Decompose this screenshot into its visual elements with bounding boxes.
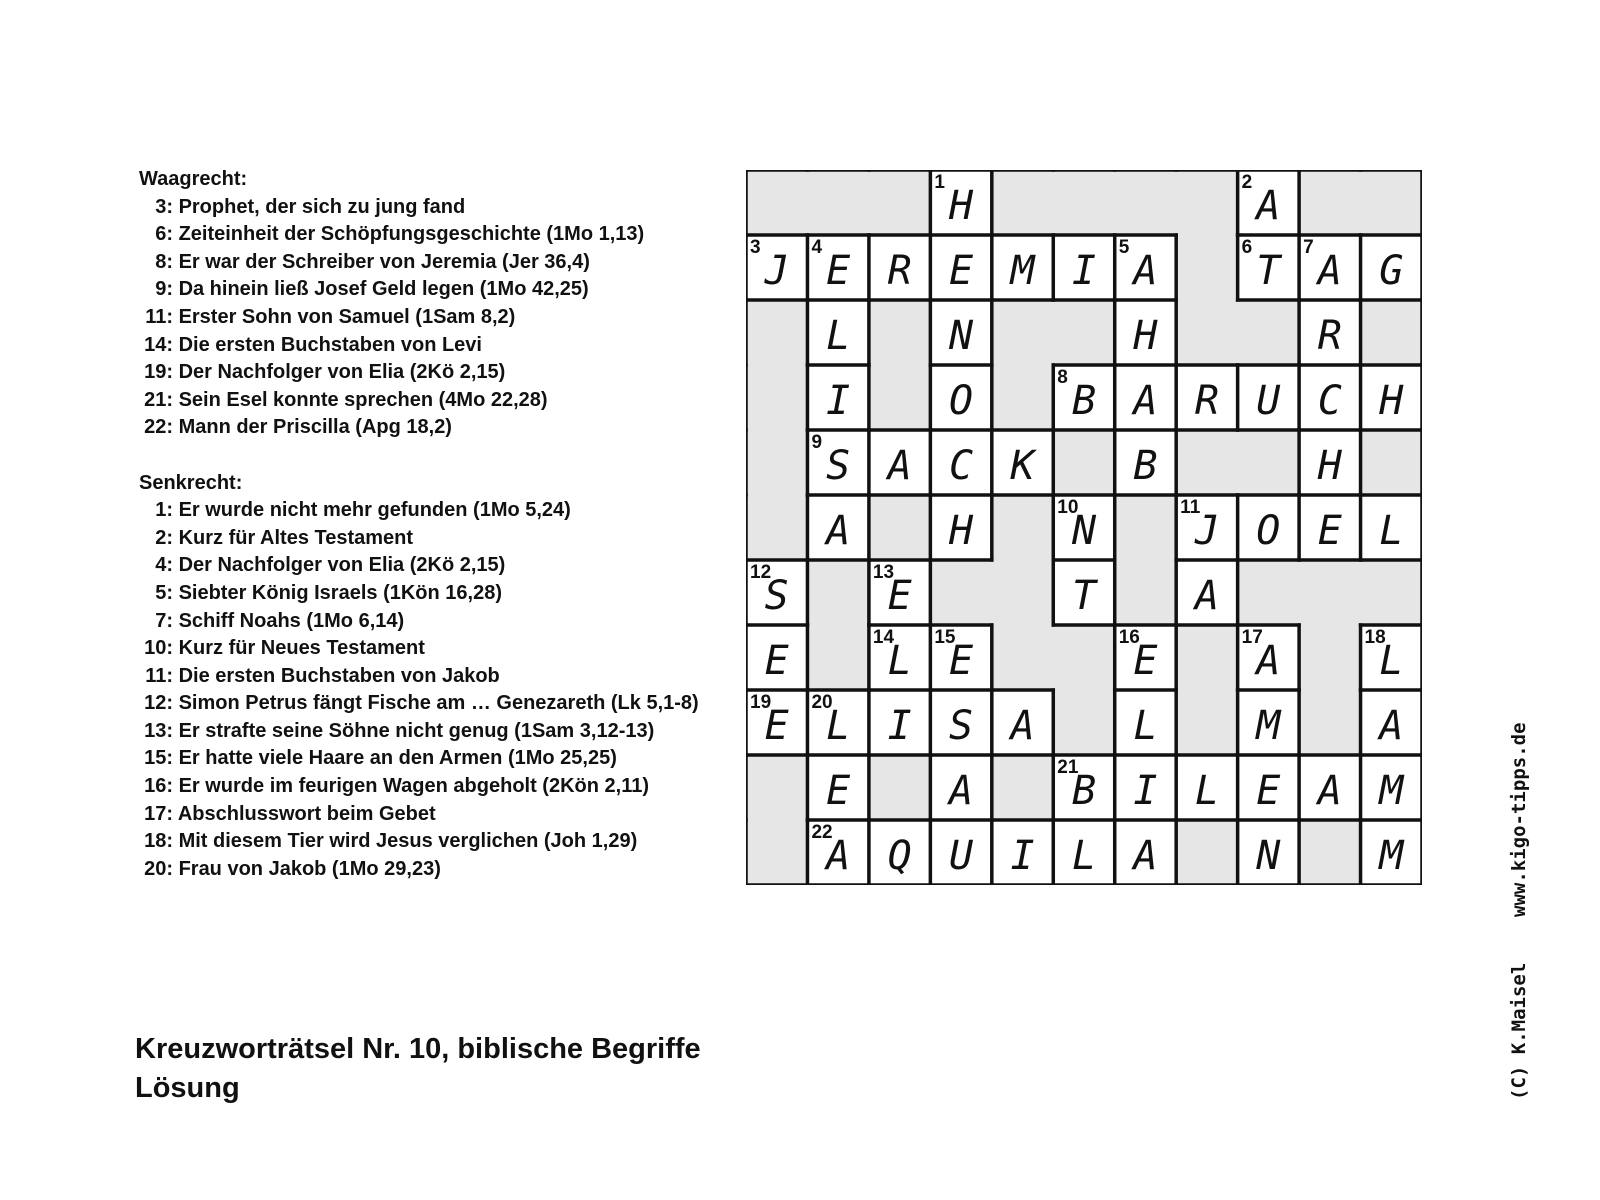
cell-letter: A — [1317, 767, 1342, 814]
cell-letter: N — [1256, 832, 1281, 879]
blank-cell — [746, 430, 807, 495]
blank-cell — [992, 560, 1053, 625]
clue-text: Der Nachfolger von Elia (2Kö 2,15) — [178, 361, 506, 384]
clue-item — [139, 745, 739, 773]
cell-letter: A — [1010, 702, 1035, 749]
clue-text: Da hinein ließ Josef Geld legen (1Mo 42,25) — [178, 278, 589, 301]
letter-cell — [1053, 755, 1114, 820]
clue-item — [139, 387, 739, 415]
cell-letter: N — [949, 312, 974, 359]
blank-cell — [869, 495, 930, 560]
cell-letter: A — [1133, 377, 1158, 424]
cell-letter: U — [949, 832, 974, 879]
clue-text: Frau von Jakob (1Mo 29,23) — [178, 857, 441, 880]
blank-cell — [1299, 690, 1360, 755]
blank-cell — [992, 170, 1053, 235]
cell-letter: A — [1256, 637, 1281, 684]
clue-text: Er wurde im feurigen Wagen abgeholt (2Kön 2,11) — [178, 775, 650, 798]
clue-item — [139, 608, 739, 636]
cell-number: 3 — [750, 237, 761, 258]
puzzle-title: Kreuzworträtsel Nr. 10, biblische Begriffe — [135, 1033, 701, 1065]
cell-letter: E — [887, 572, 912, 619]
clue-number: 19: — [144, 361, 173, 384]
cell-letter: L — [1071, 832, 1097, 879]
letter-cell — [1238, 755, 1299, 820]
letter-cell — [1299, 365, 1360, 430]
side-credit — [1508, 722, 1530, 1100]
puzzle-title-block — [135, 1030, 701, 1108]
blank-cell — [992, 495, 1053, 560]
cell-number: 7 — [1303, 237, 1314, 258]
cell-letter: I — [826, 377, 851, 424]
blank-cell — [1176, 300, 1237, 365]
blank-cell — [807, 560, 868, 625]
cell-letter: E — [949, 637, 974, 684]
letter-cell — [1115, 690, 1176, 755]
letter-cell — [1299, 300, 1360, 365]
puzzle-subtitle: Lösung — [135, 1072, 240, 1104]
cell-letter: H — [949, 182, 974, 229]
cell-letter: M — [1379, 767, 1404, 814]
clue-number: 13: — [144, 719, 173, 742]
cell-letter: C — [949, 442, 974, 489]
cell-letter: C — [1317, 377, 1342, 424]
clue-number: 6: — [155, 223, 173, 246]
letter-cell — [1115, 430, 1176, 495]
letter-cell — [1238, 625, 1299, 690]
letter-cell — [930, 755, 991, 820]
blank-cell — [869, 170, 930, 235]
blank-cell — [1053, 430, 1114, 495]
crossword-cells — [746, 170, 1422, 885]
cell-number: 13 — [872, 562, 895, 583]
cell-letter: Q — [887, 832, 912, 879]
clue-text: Er war der Schreiber von Jeremia (Jer 36,4) — [178, 250, 590, 273]
cell-letter: E — [1317, 507, 1342, 554]
blank-cell — [1176, 690, 1237, 755]
cell-number: 12 — [750, 562, 772, 583]
cell-letter: K — [1010, 442, 1035, 489]
cell-letter: L — [887, 637, 912, 684]
blank-cell — [807, 625, 868, 690]
clue-number: 12: — [144, 692, 173, 715]
cell-letter: M — [1010, 247, 1035, 294]
cell-number: 14 — [872, 627, 895, 648]
blank-cell — [1238, 430, 1299, 495]
blank-cell — [1115, 170, 1176, 235]
cell-number: 21 — [1057, 757, 1079, 778]
cell-letter: L — [1379, 637, 1404, 684]
clue-item — [139, 718, 739, 746]
letter-cell — [1115, 625, 1176, 690]
letter-cell — [807, 235, 868, 300]
clue-number: 16: — [144, 775, 173, 798]
cell-number: 8 — [1057, 367, 1068, 388]
letter-cell — [746, 625, 807, 690]
letter-cell — [869, 625, 930, 690]
clue-item — [139, 276, 739, 304]
letter-cell — [1115, 235, 1176, 300]
letter-cell — [930, 365, 991, 430]
blank-cell — [930, 560, 991, 625]
clue-number: 14: — [144, 333, 173, 356]
cell-letter: E — [826, 247, 851, 294]
blank-cell — [869, 365, 930, 430]
letter-cell — [807, 820, 868, 885]
clue-text: Sein Esel konnte sprechen (4Mo 22,28) — [178, 388, 548, 411]
blank-cell — [1361, 300, 1422, 365]
clue-item — [139, 773, 739, 801]
clue-item — [139, 194, 739, 222]
letter-cell — [1115, 300, 1176, 365]
cell-number: 6 — [1241, 237, 1253, 258]
letter-cell — [807, 365, 868, 430]
letter-cell — [1361, 755, 1422, 820]
letter-cell — [1361, 235, 1422, 300]
clue-item — [139, 552, 739, 580]
clue-number: 3: — [155, 195, 173, 218]
cell-letter: E — [949, 247, 974, 294]
clue-number: 5: — [155, 581, 173, 604]
clue-text: Die ersten Buchstaben von Levi — [178, 333, 482, 356]
letter-cell — [1176, 755, 1237, 820]
cell-letter: H — [1379, 377, 1404, 424]
clue-item — [139, 304, 739, 332]
cell-letter: I — [1071, 247, 1097, 294]
cell-number: 4 — [811, 237, 823, 258]
blank-cell — [746, 300, 807, 365]
cell-letter: L — [1194, 767, 1219, 814]
letter-cell — [1238, 820, 1299, 885]
blank-cell — [1361, 430, 1422, 495]
cell-letter: A — [826, 832, 851, 879]
cell-letter: L — [1133, 702, 1158, 749]
down-heading: Senkrecht: — [139, 471, 243, 494]
letter-cell — [1115, 820, 1176, 885]
clue-item — [139, 663, 739, 691]
clue-item — [139, 497, 739, 525]
clue-text: Mit diesem Tier wird Jesus verglichen (Joh 1,29) — [178, 830, 638, 853]
cell-letter: T — [1071, 572, 1097, 619]
clue-text: Kurz für Altes Testament — [178, 526, 414, 549]
letter-cell — [869, 560, 930, 625]
letter-cell — [992, 235, 1053, 300]
cell-letter: O — [1256, 507, 1281, 554]
cell-letter: E — [1133, 637, 1158, 684]
blank-cell — [746, 755, 807, 820]
clue-item — [139, 359, 739, 387]
letter-cell — [1053, 365, 1114, 430]
clue-number: 7: — [155, 609, 173, 632]
clue-text: Kurz für Neues Testament — [178, 637, 425, 660]
cell-letter: H — [1133, 312, 1158, 359]
cell-letter: E — [1256, 767, 1281, 814]
cell-letter: M — [1256, 702, 1281, 749]
cell-number: 16 — [1118, 627, 1140, 648]
blank-cell — [1299, 625, 1360, 690]
letter-cell — [930, 235, 991, 300]
letter-cell — [807, 755, 868, 820]
cell-letter: E — [826, 767, 851, 814]
blank-cell — [746, 170, 807, 235]
letter-cell — [1238, 495, 1299, 560]
blank-cell — [1299, 170, 1360, 235]
cell-number: 18 — [1364, 627, 1386, 648]
cell-letter: B — [1071, 377, 1097, 424]
blank-cell — [1053, 690, 1114, 755]
letter-cell — [869, 690, 930, 755]
down-clues — [139, 497, 739, 883]
clue-number: 9: — [155, 278, 173, 301]
clue-number: 8: — [155, 250, 173, 273]
blank-cell — [1115, 560, 1176, 625]
clue-number: 2: — [155, 526, 173, 549]
letter-cell — [1299, 235, 1360, 300]
clue-item — [139, 525, 739, 553]
clue-number: 1: — [155, 499, 173, 522]
copyright-text: (C) K.Maisel — [1508, 962, 1530, 1100]
cell-letter: H — [949, 507, 974, 554]
clue-item — [139, 690, 739, 718]
blank-cell — [1115, 495, 1176, 560]
blank-cell — [1361, 560, 1422, 625]
letter-cell — [1176, 560, 1237, 625]
clue-item — [139, 414, 739, 442]
cell-number: 15 — [934, 627, 956, 648]
clue-item — [139, 221, 739, 249]
letter-cell — [1053, 235, 1114, 300]
blank-cell — [1238, 300, 1299, 365]
letter-cell — [1053, 560, 1114, 625]
letter-cell — [746, 235, 807, 300]
letter-cell — [1053, 820, 1114, 885]
letter-cell — [930, 820, 991, 885]
letter-cell — [1361, 365, 1422, 430]
blank-cell — [1053, 625, 1114, 690]
clue-item — [139, 635, 739, 663]
letter-cell — [930, 625, 991, 690]
cell-letter: A — [1133, 832, 1158, 879]
letter-cell — [1361, 690, 1422, 755]
cell-letter: O — [949, 377, 974, 424]
cell-letter: L — [826, 312, 851, 359]
letter-cell — [1115, 755, 1176, 820]
across-clues — [139, 194, 739, 442]
letter-cell — [869, 430, 930, 495]
cell-number: 9 — [811, 432, 823, 453]
cell-number: 5 — [1118, 237, 1130, 258]
blank-cell — [869, 755, 930, 820]
cell-letter: S — [764, 572, 789, 619]
letter-cell — [1176, 365, 1237, 430]
letter-cell — [746, 560, 807, 625]
letter-cell — [1053, 495, 1114, 560]
letter-cell — [1238, 365, 1299, 430]
letter-cell — [992, 820, 1053, 885]
blank-cell — [1053, 170, 1114, 235]
blank-cell — [746, 820, 807, 885]
cell-letter: G — [1379, 247, 1404, 294]
cell-letter: A — [1133, 247, 1158, 294]
cell-letter: H — [1317, 442, 1342, 489]
cell-letter: R — [887, 247, 912, 294]
clue-number: 4: — [155, 554, 173, 577]
cell-number: 19 — [750, 692, 772, 713]
blank-cell — [807, 170, 868, 235]
clue-item — [139, 580, 739, 608]
cell-letter: A — [1379, 702, 1404, 749]
letter-cell — [1299, 430, 1360, 495]
blank-cell — [1176, 235, 1237, 300]
cell-letter: A — [1317, 247, 1342, 294]
blank-cell — [746, 365, 807, 430]
blank-cell — [992, 625, 1053, 690]
clue-item — [139, 332, 739, 360]
clue-number: 17: — [144, 802, 173, 825]
cell-letter: E — [764, 702, 789, 749]
letter-cell — [930, 690, 991, 755]
cell-letter: S — [949, 702, 974, 749]
letter-cell — [1115, 365, 1176, 430]
cell-number: 10 — [1057, 497, 1079, 518]
letter-cell — [807, 495, 868, 560]
letter-cell — [1299, 495, 1360, 560]
blank-cell — [869, 300, 930, 365]
clue-text: Er hatte viele Haare an den Armen (1Mo 25,25) — [178, 747, 617, 770]
cell-letter: J — [764, 247, 789, 294]
cell-letter: I — [1133, 767, 1158, 814]
clue-number: 21: — [144, 388, 173, 411]
blank-cell — [1053, 300, 1114, 365]
letter-cell — [746, 690, 807, 755]
website-text: www.kigo-tipps.de — [1508, 722, 1530, 917]
clue-number: 20: — [144, 857, 173, 880]
letter-cell — [930, 430, 991, 495]
letter-cell — [807, 300, 868, 365]
letter-cell — [1238, 690, 1299, 755]
cell-letter: I — [887, 702, 912, 749]
cell-number: 22 — [811, 822, 833, 843]
across-heading: Waagrecht: — [139, 168, 248, 190]
blank-cell — [1176, 625, 1237, 690]
clue-item — [139, 249, 739, 277]
cell-letter: M — [1379, 832, 1404, 879]
cell-letter: L — [1379, 507, 1404, 554]
cell-number: 17 — [1241, 627, 1263, 648]
clue-item — [139, 801, 739, 829]
cell-letter: R — [1317, 312, 1342, 359]
clue-text: Zeiteinheit der Schöpfungsgeschichte (1Mo 1,13) — [178, 223, 645, 246]
letter-cell — [1361, 820, 1422, 885]
letter-cell — [930, 495, 991, 560]
cell-letter: I — [1010, 832, 1035, 879]
blank-cell — [1176, 170, 1237, 235]
blank-cell — [1238, 560, 1299, 625]
clue-item — [139, 856, 739, 884]
clue-text: Prophet, der sich zu jung fand — [178, 195, 466, 218]
cell-letter: T — [1256, 247, 1281, 294]
blank-cell — [1299, 820, 1360, 885]
blank-cell — [992, 365, 1053, 430]
clue-list — [139, 166, 739, 883]
letter-cell — [1299, 755, 1360, 820]
clue-text: Er strafte seine Söhne nicht genug (1Sam 3,12-13) — [178, 719, 655, 742]
letter-cell — [1238, 170, 1299, 235]
cell-letter: A — [949, 767, 974, 814]
clue-text: Schiff Noahs (1Mo 6,14) — [178, 609, 405, 632]
cell-number: 2 — [1241, 172, 1253, 193]
letter-cell — [992, 430, 1053, 495]
letter-cell — [1176, 495, 1237, 560]
letter-cell — [1361, 625, 1422, 690]
blank-cell — [1176, 430, 1237, 495]
blank-cell — [992, 300, 1053, 365]
letter-cell — [930, 300, 991, 365]
clue-text: Abschlusswort beim Gebet — [177, 802, 436, 825]
clue-text: Der Nachfolger von Elia (2Kö 2,15) — [178, 554, 506, 577]
clue-text: Simon Petrus fängt Fische am … Genezareth (Lk 5,1-8) — [178, 692, 699, 715]
cell-letter: E — [764, 637, 789, 684]
cell-letter: S — [826, 442, 851, 489]
letter-cell — [1238, 235, 1299, 300]
clue-text: Mann der Priscilla (Apg 18,2) — [178, 416, 452, 439]
cell-letter: J — [1194, 507, 1219, 554]
cell-letter: U — [1256, 377, 1281, 424]
clue-text: Er wurde nicht mehr gefunden (1Mo 5,24) — [178, 499, 571, 522]
cell-letter: B — [1133, 442, 1158, 489]
clue-item — [139, 828, 739, 856]
letter-cell — [869, 235, 930, 300]
clue-text: Siebter König Israels (1Kön 16,28) — [178, 581, 502, 604]
letter-cell — [869, 820, 930, 885]
cell-number: 20 — [811, 692, 833, 713]
cell-letter: L — [826, 702, 851, 749]
blank-cell — [1299, 560, 1360, 625]
cell-letter: A — [887, 442, 912, 489]
cell-letter: N — [1071, 507, 1097, 554]
letter-cell — [992, 690, 1053, 755]
letter-cell — [930, 170, 991, 235]
letter-cell — [807, 690, 868, 755]
clue-number: 15: — [144, 747, 173, 770]
cell-letter: R — [1194, 377, 1219, 424]
blank-cell — [746, 495, 807, 560]
clue-number: 11: — [145, 664, 173, 687]
letter-cell — [807, 430, 868, 495]
blank-cell — [992, 755, 1053, 820]
cell-letter: A — [1194, 572, 1219, 619]
clue-number: 11: — [145, 305, 173, 328]
cell-number: 11 — [1180, 497, 1201, 518]
clue-number: 22: — [144, 416, 173, 439]
clue-text: Erster Sohn von Samuel (1Sam 8,2) — [178, 305, 516, 328]
clue-number: 10: — [144, 637, 173, 660]
cell-letter: B — [1071, 767, 1097, 814]
letter-cell — [1361, 495, 1422, 560]
blank-cell — [1176, 820, 1237, 885]
clue-text: Die ersten Buchstaben von Jakob — [178, 664, 500, 687]
cell-letter: A — [1256, 182, 1281, 229]
blank-cell — [1361, 170, 1422, 235]
clue-number: 18: — [144, 830, 173, 853]
cell-number: 1 — [934, 172, 945, 193]
cell-letter: A — [826, 507, 851, 554]
